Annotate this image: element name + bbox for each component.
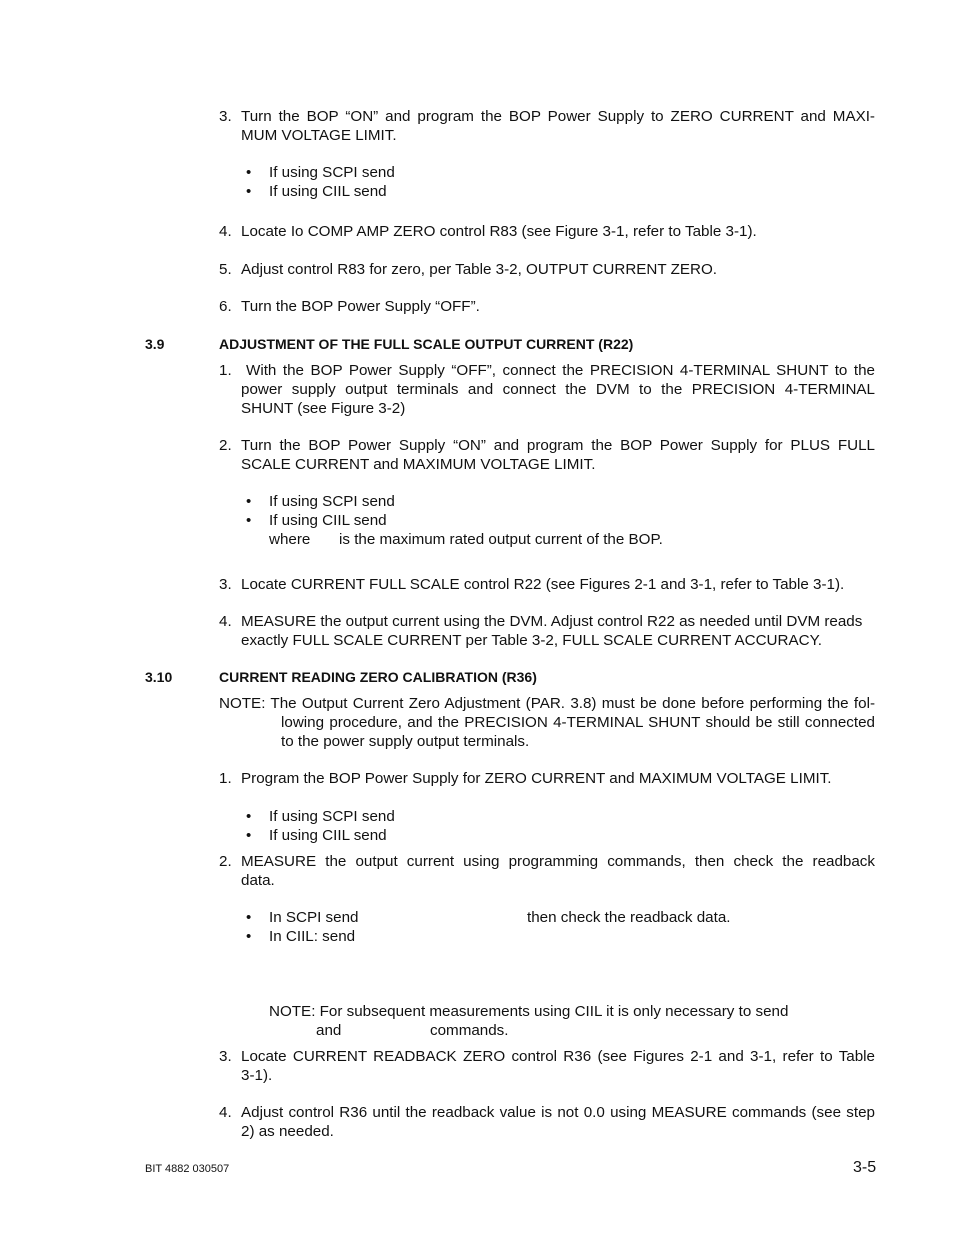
step-text: 2) as needed. xyxy=(241,1123,334,1140)
bullet-text: then check the readback data. xyxy=(527,909,731,926)
bullet-text: In SCPI send xyxy=(269,909,359,926)
step-text: Adjust control R36 until the readback value is not 0.0 using MEASURE commands (see step xyxy=(241,1104,875,1121)
step-text: Turn the BOP Power Supply “OFF”. xyxy=(241,298,480,315)
bullet-icon: • xyxy=(246,827,252,844)
step-number: 3. xyxy=(219,108,232,125)
note-text: commands. xyxy=(430,1022,509,1039)
note-text: lowing procedure, and the PRECISION 4-TERMINAL SHUNT should be still connected xyxy=(281,714,875,731)
bullet-icon: • xyxy=(246,512,252,529)
step-number: 2. xyxy=(219,853,232,870)
step-text: With the BOP Power Supply “OFF”, connect the PRECISION 4-TERMINAL SHUNT to the xyxy=(246,362,875,379)
where-label: where xyxy=(269,531,311,548)
note-text: and xyxy=(316,1022,342,1039)
step-text: Turn the BOP “ON” and program the BOP Power Supply to ZERO CURRENT and MAXI- xyxy=(241,108,875,125)
bullet-text: If using CIIL send xyxy=(269,512,387,529)
page-number: 3-5 xyxy=(853,1159,877,1176)
section-title: CURRENT READING ZERO CALIBRATION (R36) xyxy=(219,669,537,685)
step-text: SCALE CURRENT and MAXIMUM VOLTAGE LIMIT. xyxy=(241,456,596,473)
section-title: ADJUSTMENT OF THE FULL SCALE OUTPUT CURRENT (R22) xyxy=(219,336,634,352)
bullet-text: If using CIIL send xyxy=(269,183,387,200)
step-text: 3-1). xyxy=(241,1067,273,1084)
note-text: NOTE: For subsequent measurements using CIIL it is only necessary to send xyxy=(269,1003,789,1020)
bullet-text: If using SCPI send xyxy=(269,808,395,825)
step-text: Program the BOP Power Supply for ZERO CURRENT and MAXIMUM VOLTAGE LIMIT. xyxy=(241,770,832,787)
bullet-icon: • xyxy=(246,928,252,945)
step-text: Locate CURRENT READBACK ZERO control R36 (see Figures 2-1 and 3-1, refer to Table xyxy=(241,1048,875,1065)
step-text: Locate CURRENT FULL SCALE control R22 (see Figures 2-1 and 3-1, refer to Table 3-1). xyxy=(241,576,845,593)
step-text: exactly FULL SCALE CURRENT per Table 3-2, FULL SCALE CURRENT ACCURACY. xyxy=(241,632,822,649)
step-number: 5. xyxy=(219,261,232,278)
bullet-icon: • xyxy=(246,909,252,926)
step-text: Turn the BOP Power Supply “ON” and program the BOP Power Supply for PLUS FULL xyxy=(241,437,875,454)
note-text: to the power supply output terminals. xyxy=(281,733,530,750)
bullet-icon: • xyxy=(246,808,252,825)
step-number: 6. xyxy=(219,298,232,315)
step-text: Adjust control R83 for zero, per Table 3-2, OUTPUT CURRENT ZERO. xyxy=(241,261,718,278)
bullet-text: If using CIIL send xyxy=(269,827,387,844)
step-number: 2. xyxy=(219,437,232,454)
step-number: 1. xyxy=(219,770,232,787)
bullet-text: In CIIL: send xyxy=(269,928,356,945)
section-number: 3.9 xyxy=(145,336,165,352)
step-text: Locate Io COMP AMP ZERO control R83 (see Figure 3-1, refer to Table 3-1). xyxy=(241,223,757,240)
step-text: power supply output terminals and connect the DVM to the PRECISION 4-TERMINAL xyxy=(241,381,875,398)
step-text: MEASURE the output current using programming commands, then check the readback xyxy=(241,853,875,870)
note-text: NOTE: The Output Current Zero Adjustment (PAR. 3.8) must be done before performing the fol- xyxy=(219,695,875,712)
bullet-text: If using SCPI send xyxy=(269,164,395,181)
footer-doc-id: BIT 4882 030507 xyxy=(145,1163,230,1175)
step-text: MEASURE the output current using the DVM. Adjust control R22 as needed until DVM reads xyxy=(241,613,863,630)
step-number: 3. xyxy=(219,576,232,593)
bullet-icon: • xyxy=(246,164,252,181)
bullet-text: If using SCPI send xyxy=(269,493,395,510)
step-number: 1. xyxy=(219,362,232,379)
where-text: is the maximum rated output current of the BOP. xyxy=(339,531,663,548)
step-text: SHUNT (see Figure 3-2) xyxy=(241,400,406,417)
section-number: 3.10 xyxy=(145,669,173,685)
step-text: MUM VOLTAGE LIMIT. xyxy=(241,127,397,144)
step-number: 3. xyxy=(219,1048,232,1065)
step-number: 4. xyxy=(219,613,232,630)
bullet-icon: • xyxy=(246,183,252,200)
step-text: data. xyxy=(241,872,275,889)
step-number: 4. xyxy=(219,223,232,240)
step-number: 4. xyxy=(219,1104,232,1121)
bullet-icon: • xyxy=(246,493,252,510)
